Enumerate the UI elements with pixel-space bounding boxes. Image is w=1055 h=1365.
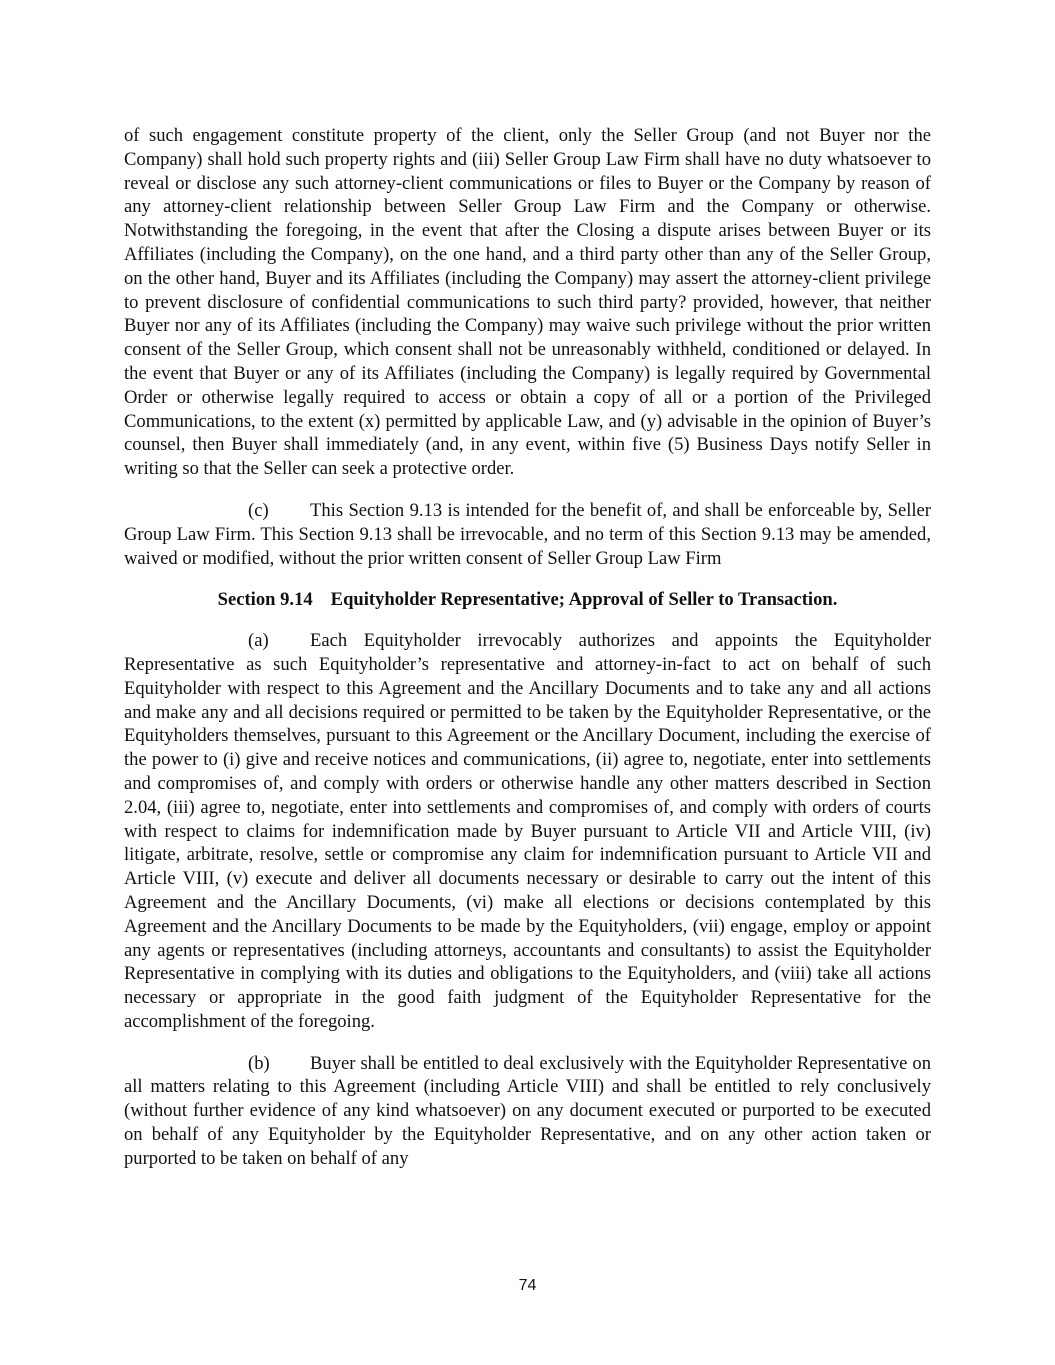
continuation-paragraph: of such engagement constitute property of the client, only the Seller Group (and not Buyer nor the Company) shall hold such property rights and (iii) Seller Group Law Firm shall have no duty whatsoever to reveal or disclose any such attorney-client communications or files to Buyer or the Company by reason of any attorney-client relationship between Seller Group Law Firm and the Company or otherwise. Notwithstanding the foregoing, in the event that after the Closing a dispute arises between Buyer or its Affiliates (including the Company), on the one hand, and a third party other than any of the Seller Group, on the other hand, Buyer and its Affiliates (including the Company) may assert the attorney-client privilege to prevent disclosure of confidential communications to such third party? provided, however, that neither Buyer nor any of its Affiliates (including the Company) may waive such privilege without the prior written consent of the Seller Group, which consent shall not be unreasonably withheld, conditioned or delayed. In the event that Buyer or any of its Affiliates (including the Company) is legally required by Governmental Order or otherwise legally required to access or obtain a copy of all or a portion of the Privileged Communications, to the extent (x) permitted by applicable Law, and (y) advisable in the opinion of Buyer’s counsel, then Buyer shall immediately (and, in any event, within five (5) Business Days notify Seller in writing so that the Seller can seek a protective order. [124, 125, 931, 480]
paragraph-b [124, 1052, 931, 1171]
paragraph-a-label: (a) [248, 630, 269, 652]
paragraph-b-label: (b) [248, 1052, 270, 1074]
paragraph-c-label: (c) [248, 499, 269, 521]
section-heading [124, 588, 931, 612]
paragraph-a [124, 629, 931, 1034]
section-title: Equityholder Representative; Approval of Seller to Transaction. [330, 589, 838, 611]
paragraph-b-text: Buyer shall be entitled to deal exclusively with the Equityholder Representative on all matters relating to this Agreement (including Article VIII) and shall be entitled to rely conclusively (without further evidence of any kind whatsoever) on any document executed or purported to be executed on behalf of any Equityholder by the Equityholder Representative, and on any other action taken or purported to be taken on behalf of any [124, 1052, 931, 1169]
paragraph-c-text: This Section 9.13 is intended for the benefit of, and shall be enforceable by, Seller Group Law Firm. This Section 9.13 shall be irrevocable, and no term of this Section 9.13 may be amended, waived or modified, without the prior written consent of Seller Group Law Firm [124, 499, 931, 569]
paragraph-a-text: Each Equityholder irrevocably authorizes and appoints the Equityholder Representative as such Equityholder’s representative and attorney-in-fact to act on behalf of such Equityholder with respect to this Agreement and the Ancillary Documents and to take any and all actions and make any and all decisions required or permitted to be taken by the Equityholder Representative, or the Equityholders themselves, pursuant to this Agreement or the Ancillary Document, including the exercise of the power to (i) give and receive notices and communications, (ii) agree to, negotiate, enter into settlements and compromises of, and comply with orders or otherwise handle any other matters described in Section 2.04, (iii) agree to, negotiate, enter into settlements and compromises of, and comply with orders of courts with respect to claims for indemnification made by Buyer pursuant to Article VII and Article VIII, (iv) litigate, arbitrate, resolve, settle or compromise any claim for indemnification pursuant to Article VII and Article VIII, (v) execute and deliver all documents necessary or desirable to carry out the intent of this Agreement and the Ancillary Documents, (vi) make all elections or decisions contemplated by this Agreement and the Ancillary Documents to be made by the Equityholders, (vii) engage, employ or appoint any agents or representatives (including attorneys, accountants and consultants) to assist the Equityholder Representative in complying with its duties and obligations to the Equityholders, and (viii) take all actions necessary or appropriate in the good faith judgment of the Equityholder Representative for the accomplishment of the foregoing. [124, 630, 931, 1032]
document-page [124, 124, 931, 1189]
paragraph-c [124, 499, 931, 570]
section-number: Section 9.14 [217, 589, 313, 611]
page-number: 74 [518, 1277, 537, 1294]
